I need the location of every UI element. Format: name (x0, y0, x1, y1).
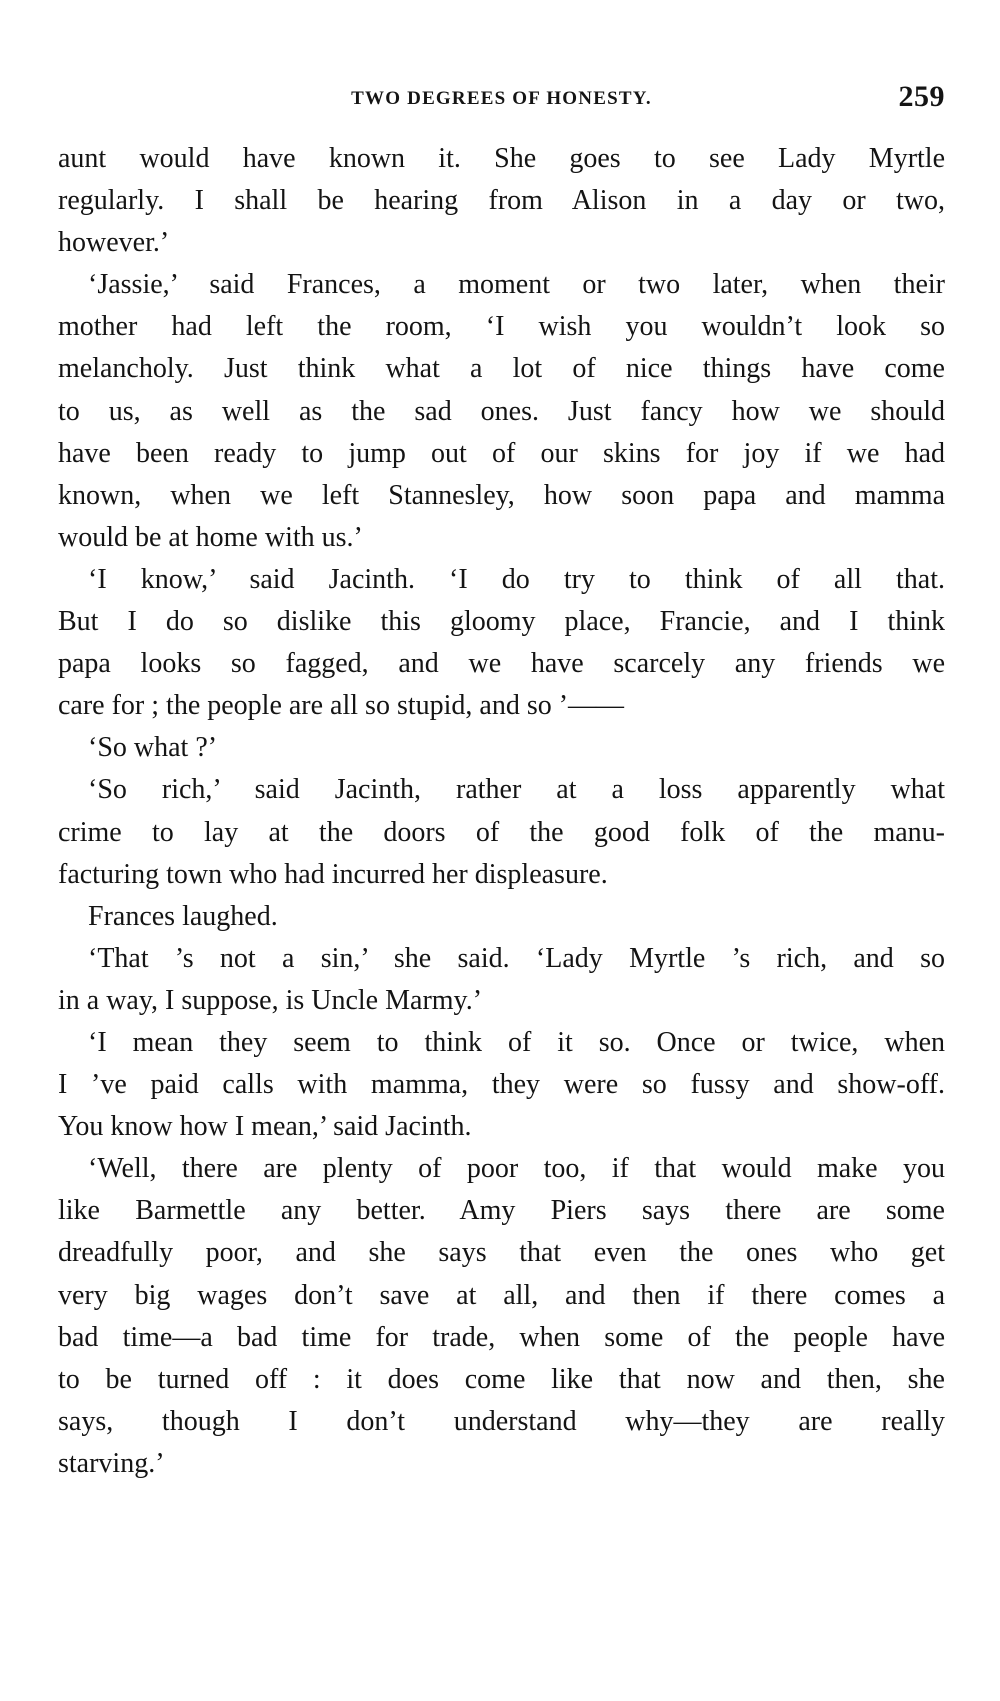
text-line: in a way, I suppose, is Uncle Marmy.’ (58, 984, 483, 1016)
page-number: 259 (898, 80, 945, 113)
text-line: known, when we left Stannesley, how soon papa and mamma (58, 479, 945, 511)
text-line: regularly. I shall be hearing from Alison in a day or two, (58, 185, 945, 217)
running-head (58, 80, 945, 120)
text-line: papa looks so fagged, and we have scarcely any friends we (58, 648, 945, 680)
text-line: ‘I mean they seem to think of it so. Once or twice, when (88, 1026, 945, 1058)
text-line: melancholy. Just think what a lot of nice things have come (58, 353, 945, 385)
text-line: to us, as well as the sad ones. Just fancy how we should (58, 395, 945, 427)
text-line: mother had left the room, ‘I wish you wouldn’t look so (58, 311, 945, 343)
text-line: have been ready to jump out of our skins for joy if we had (58, 437, 945, 469)
text-line: crime to lay at the doors of the good folk of the manu- (58, 816, 945, 848)
text-line: would be at home with us.’ (58, 521, 363, 553)
text-line: dreadfully poor, and she says that even the ones who get (58, 1237, 945, 1269)
text-line: But I do so dislike this gloomy place, Francie, and I think (58, 606, 945, 638)
text-line: starving.’ (58, 1447, 165, 1479)
text-line: You know how I mean,’ said Jacinth. (58, 1111, 472, 1143)
text-line: aunt would have known it. She goes to see Lady Myrtle (58, 143, 945, 174)
text-line: very big wages don’t save at all, and then if there comes a (58, 1279, 945, 1311)
text-line: however.’ (58, 227, 170, 259)
text-line: care for ; the people are all so stupid, and so ’—— (58, 690, 625, 722)
text-line: ‘I know,’ said Jacinth. ‘I do try to think of all that. (88, 563, 945, 595)
text-line: Frances laughed. (88, 900, 278, 932)
running-title: TWO DEGREES OF HONESTY. (351, 88, 652, 109)
text-line: I ’ve paid calls with mamma, they were so fussy and show-off. (58, 1069, 945, 1101)
text-line: like Barmettle any better. Amy Piers says there are some (58, 1195, 945, 1227)
text-line: bad time—a bad time for trade, when some of the people have (58, 1321, 945, 1353)
text-line: ‘Well, there are plenty of poor too, if that would make you (88, 1153, 945, 1185)
text-line: ‘Jassie,’ said Frances, a moment or two later, when their (88, 269, 945, 301)
text-line: says, though I don’t understand why—they are really (58, 1405, 945, 1437)
text-line: ‘So what ?’ (88, 732, 218, 764)
text-line: ‘So rich,’ said Jacinth, rather at a loss apparently what (88, 774, 945, 806)
text-line: ‘That ’s not a sin,’ she said. ‘Lady Myrtle ’s rich, and so (88, 942, 945, 974)
text-line: facturing town who had incurred her displeasure. (58, 858, 608, 890)
body-text (58, 138, 945, 1485)
text-line: to be turned off : it does come like that now and then, she (58, 1363, 945, 1395)
